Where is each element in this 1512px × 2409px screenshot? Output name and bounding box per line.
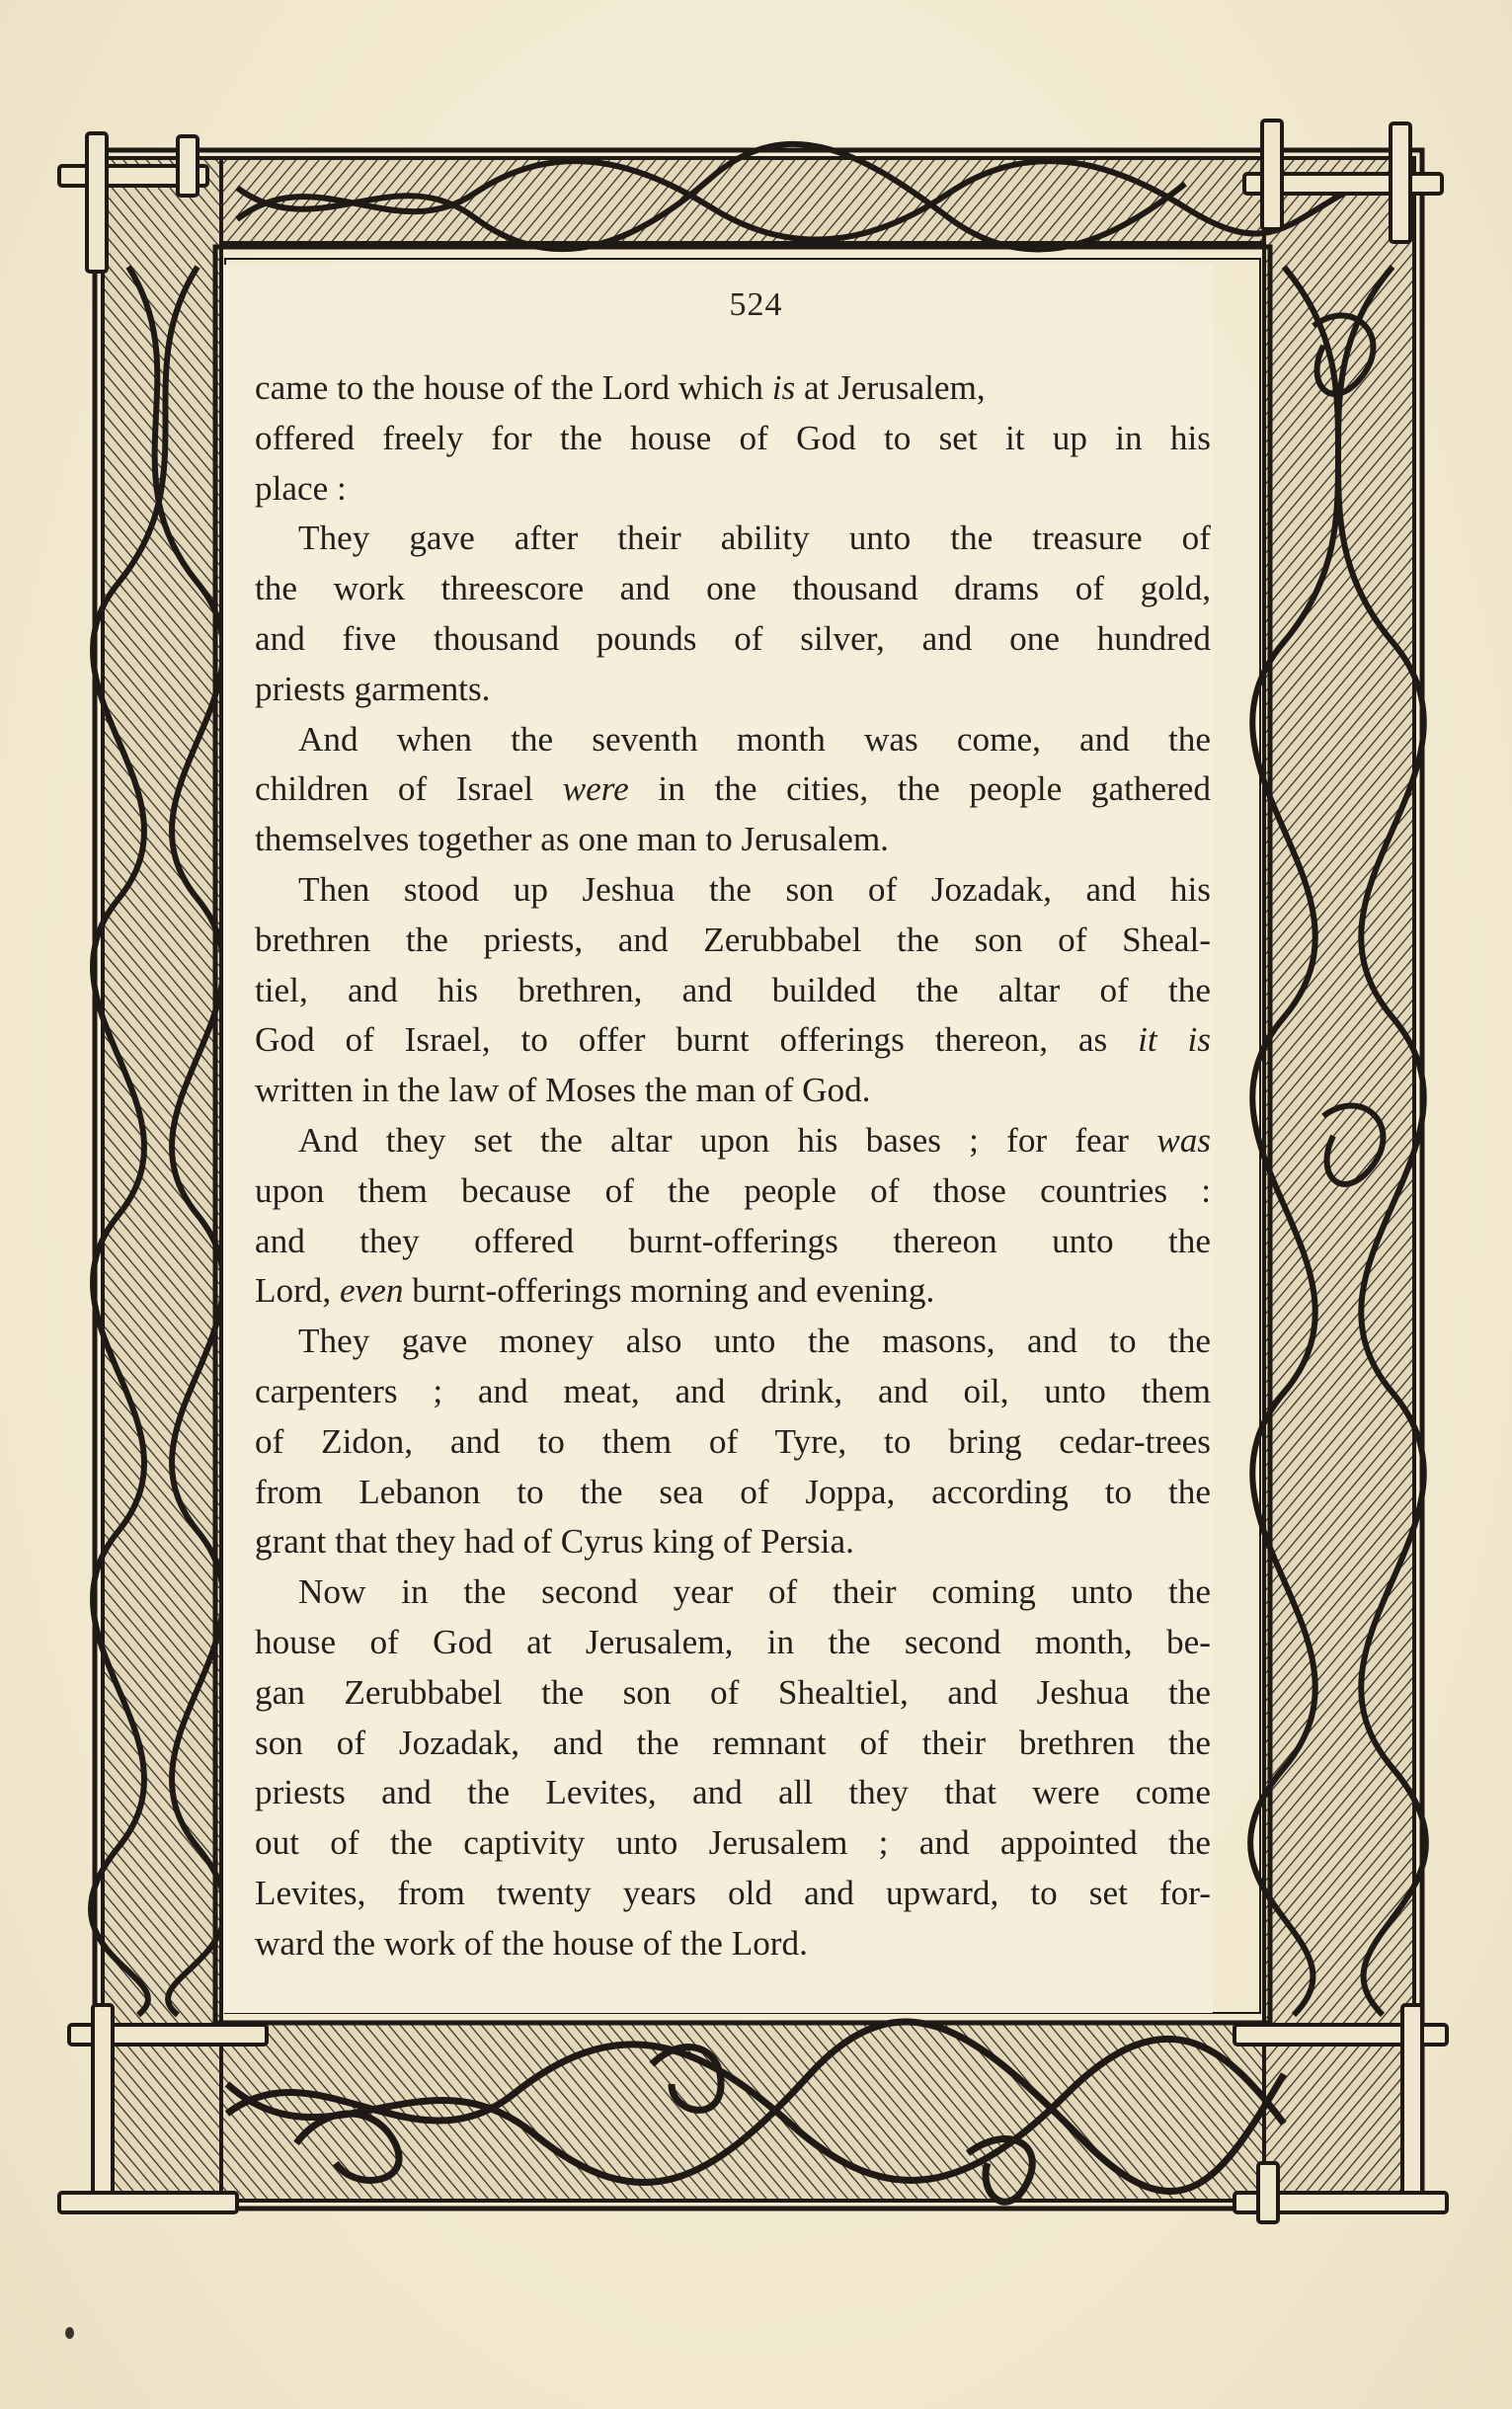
- text-line: upon them because of the people of those countries :: [255, 1170, 1211, 1210]
- text-line: And when the seventh month was come, and the: [298, 719, 1211, 759]
- text-line: and five thousand pounds of silver, and one hundred: [255, 618, 1211, 658]
- text-line: They gave after their ability unto the treasure of: [298, 519, 1211, 558]
- text-line: from Lebanon to the sea of Joppa, according to the: [255, 1472, 1211, 1511]
- text-line: Lord, even burnt-offerings morning and evening.: [255, 1271, 935, 1311]
- text-line: out of the captivity unto Jerusalem ; and appointed the: [255, 1823, 1211, 1863]
- page-number: 524: [729, 286, 783, 323]
- text-line: They gave money also unto the masons, and to the: [298, 1322, 1211, 1361]
- text-line: brethren the priests, and Zerubbabel the son of Sheal-: [255, 920, 1211, 959]
- text-line: And they set the altar upon his bases ; for fear was: [298, 1120, 1211, 1160]
- text-line: themselves together as one man to Jerusalem.: [255, 820, 889, 859]
- text-line: house of God at Jerusalem, in the second month, be-: [255, 1622, 1211, 1661]
- text-line: and they offered burnt-offerings thereon unto the: [255, 1221, 1211, 1260]
- text-line: son of Jozadak, and the remnant of their brethren the: [255, 1723, 1211, 1762]
- text-line: written in the law of Moses the man of God.: [255, 1071, 871, 1110]
- text-line: Then stood up Jeshua the son of Jozadak, and his: [298, 869, 1211, 909]
- text-line: ward the work of the house of the Lord.: [255, 1923, 808, 1963]
- text-line: Now in the second year of their coming unto the: [298, 1572, 1211, 1612]
- text-line: offered freely for the house of God to set it up in his: [255, 418, 1211, 457]
- text-line: tiel, and his brethren, and builded the altar of the: [255, 970, 1211, 1009]
- text-line: carpenters ; and meat, and drink, and oil, unto them: [255, 1371, 1211, 1410]
- text-line: priests and the Levites, and all they that were come: [255, 1773, 1211, 1812]
- text-line: gan Zerubbabel the son of Shealtiel, and Jeshua the: [255, 1672, 1211, 1712]
- text-line: grant that they had of Cyrus king of Persia.: [255, 1522, 854, 1562]
- text-line: came to the house of the Lord which is at Jerusalem,: [255, 368, 986, 407]
- ink-speck: [65, 2327, 74, 2339]
- text-line: children of Israel were in the cities, the people gathered: [255, 769, 1211, 809]
- text-line: place :: [255, 468, 347, 508]
- text-line: God of Israel, to offer burnt offerings thereon, as it is: [255, 1020, 1211, 1060]
- text-line: Levites, from twenty years old and upward, to set for-: [255, 1873, 1211, 1912]
- text-line: the work threescore and one thousand drams of gold,: [255, 569, 1211, 608]
- text-line: priests garments.: [255, 669, 491, 708]
- text-line: of Zidon, and to them of Tyre, to bring cedar-trees: [255, 1421, 1211, 1461]
- scripture-text-block: [255, 363, 1211, 1969]
